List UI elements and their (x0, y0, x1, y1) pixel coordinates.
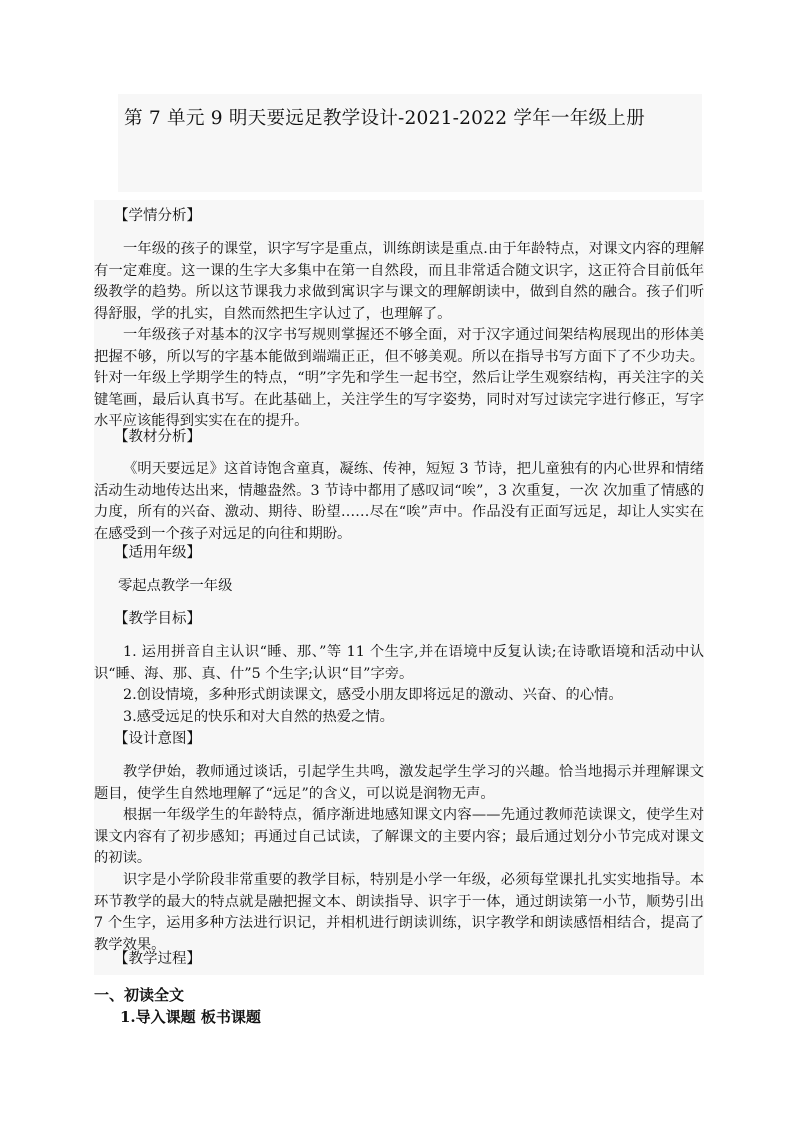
design-intent-paragraph-3: 识字是小学阶段非常重要的教学目标，特别是小学一年级，必须每堂课扎扎实实地指导。本环节教学的最大的特点就是融把握文本、朗读指导、识字于一体，通过朗读第一小节，顺势引出 7 个生字，运用多种方法进行识记，并相机进行朗读训练，识字教学和朗读感悟相结合，提高了教学效果。 (94, 872, 704, 953)
heading-textbook-analysis: 【教材分析】 (114, 429, 201, 445)
document-body (94, 200, 704, 975)
design-intent-paragraph-1: 教学伊始，教师通过谈话，引起学生共鸣，激发起学生学习的兴趣。恰当地揭示并理解课文题目，使学生自然地理解了“远足”的含义，可以说是润物无声。 (94, 764, 704, 802)
section-first-reading: 一、初读全文 (94, 986, 185, 1004)
paragraph-learning-analysis-2: 一年级孩子对基本的汉字书写规则掌握还不够全面，对于汉字通过间架结构展现出的形体美把握不够，所以写的字基本能做到端端正正，但不够美观。所以在指导书写方面下了不少功夫。针对一年级上学期学生的特点，“明”字先和学生一起书空，然后让学生观察结构，再关注字的关键笔画，最后认真书写。在此基础上，关注学生的写字姿势，同时对写过读完字进行修正，写字水平应该能得到实实在在的提升。 (94, 327, 704, 429)
heading-applicable-grade: 【适用年级】 (114, 545, 201, 561)
heading-teaching-process: 【教学过程】 (114, 951, 201, 967)
heading-design-intent: 【设计意图】 (114, 731, 201, 747)
paragraph-textbook-analysis: 《明天要远足》这首诗饱含童真，凝练、传神，短短 3 节诗，把儿童独有的内心世界和情绪活动生动地传达出来，情趣盎然。3 节诗中都用了感叹词“唉”，3 次重复，一次 次加重了情感的力度，所有的兴奋、激动、期待、盼望……尽在“唉”声中。作品没有正面写远足，却让人实实在在感受到一个孩子对远足的向往和期盼。 (94, 461, 704, 542)
teaching-goal-3: 3.感受远足的快乐和对大自然的热爱之情。 (123, 709, 394, 725)
teaching-goal-2: 2.创设情境，多种形式朗读课文，感受小朋友即将远足的激动、兴奋、的心情。 (123, 687, 623, 703)
applicable-grade-text: 零起点教学一年级 (118, 578, 233, 594)
document-title: 第 7 单元 9 明天要远足教学设计-2021-2022 学年一年级上册 (124, 108, 645, 129)
design-intent-paragraph-2: 根据一年级学生的年龄特点，循序渐进地感知课文内容——先通过教师范读课文，使学生对课文内容有了初步感知；再通过自己试读，了解课文的主要内容；最后通过划分小节完成对课文的初读。 (94, 807, 704, 866)
heading-teaching-goals: 【教学目标】 (114, 611, 201, 627)
title-block (118, 94, 702, 192)
paragraph-learning-analysis-1: 一年级的孩子的课堂，识字写字是重点，训练朗读是重点.由于年龄特点，对课文内容的理解有一定难度。这一课的生字大多集中在第一自然段，而且非常适合随文识字，这正符合目前低年级教学的趋势。所以这节课我力求做到寓识字与课文的理解朗读中，做到自然的融合。孩子们听得舒服，学的扎实，自然而然把生字认过了，也理解了。 (94, 241, 704, 322)
teaching-goal-1: 1. 运用拼音自主认识“睡、那、”等 11 个生字,并在语境中反复认读;在诗歌语境和活动中认识“睡、海、那、真、什”5 个生字;认识“目”字旁。 (94, 644, 704, 682)
subsection-intro-topic: 1.导入课题 板书课题 (120, 1008, 261, 1026)
heading-learning-analysis: 【学情分析】 (114, 208, 201, 224)
